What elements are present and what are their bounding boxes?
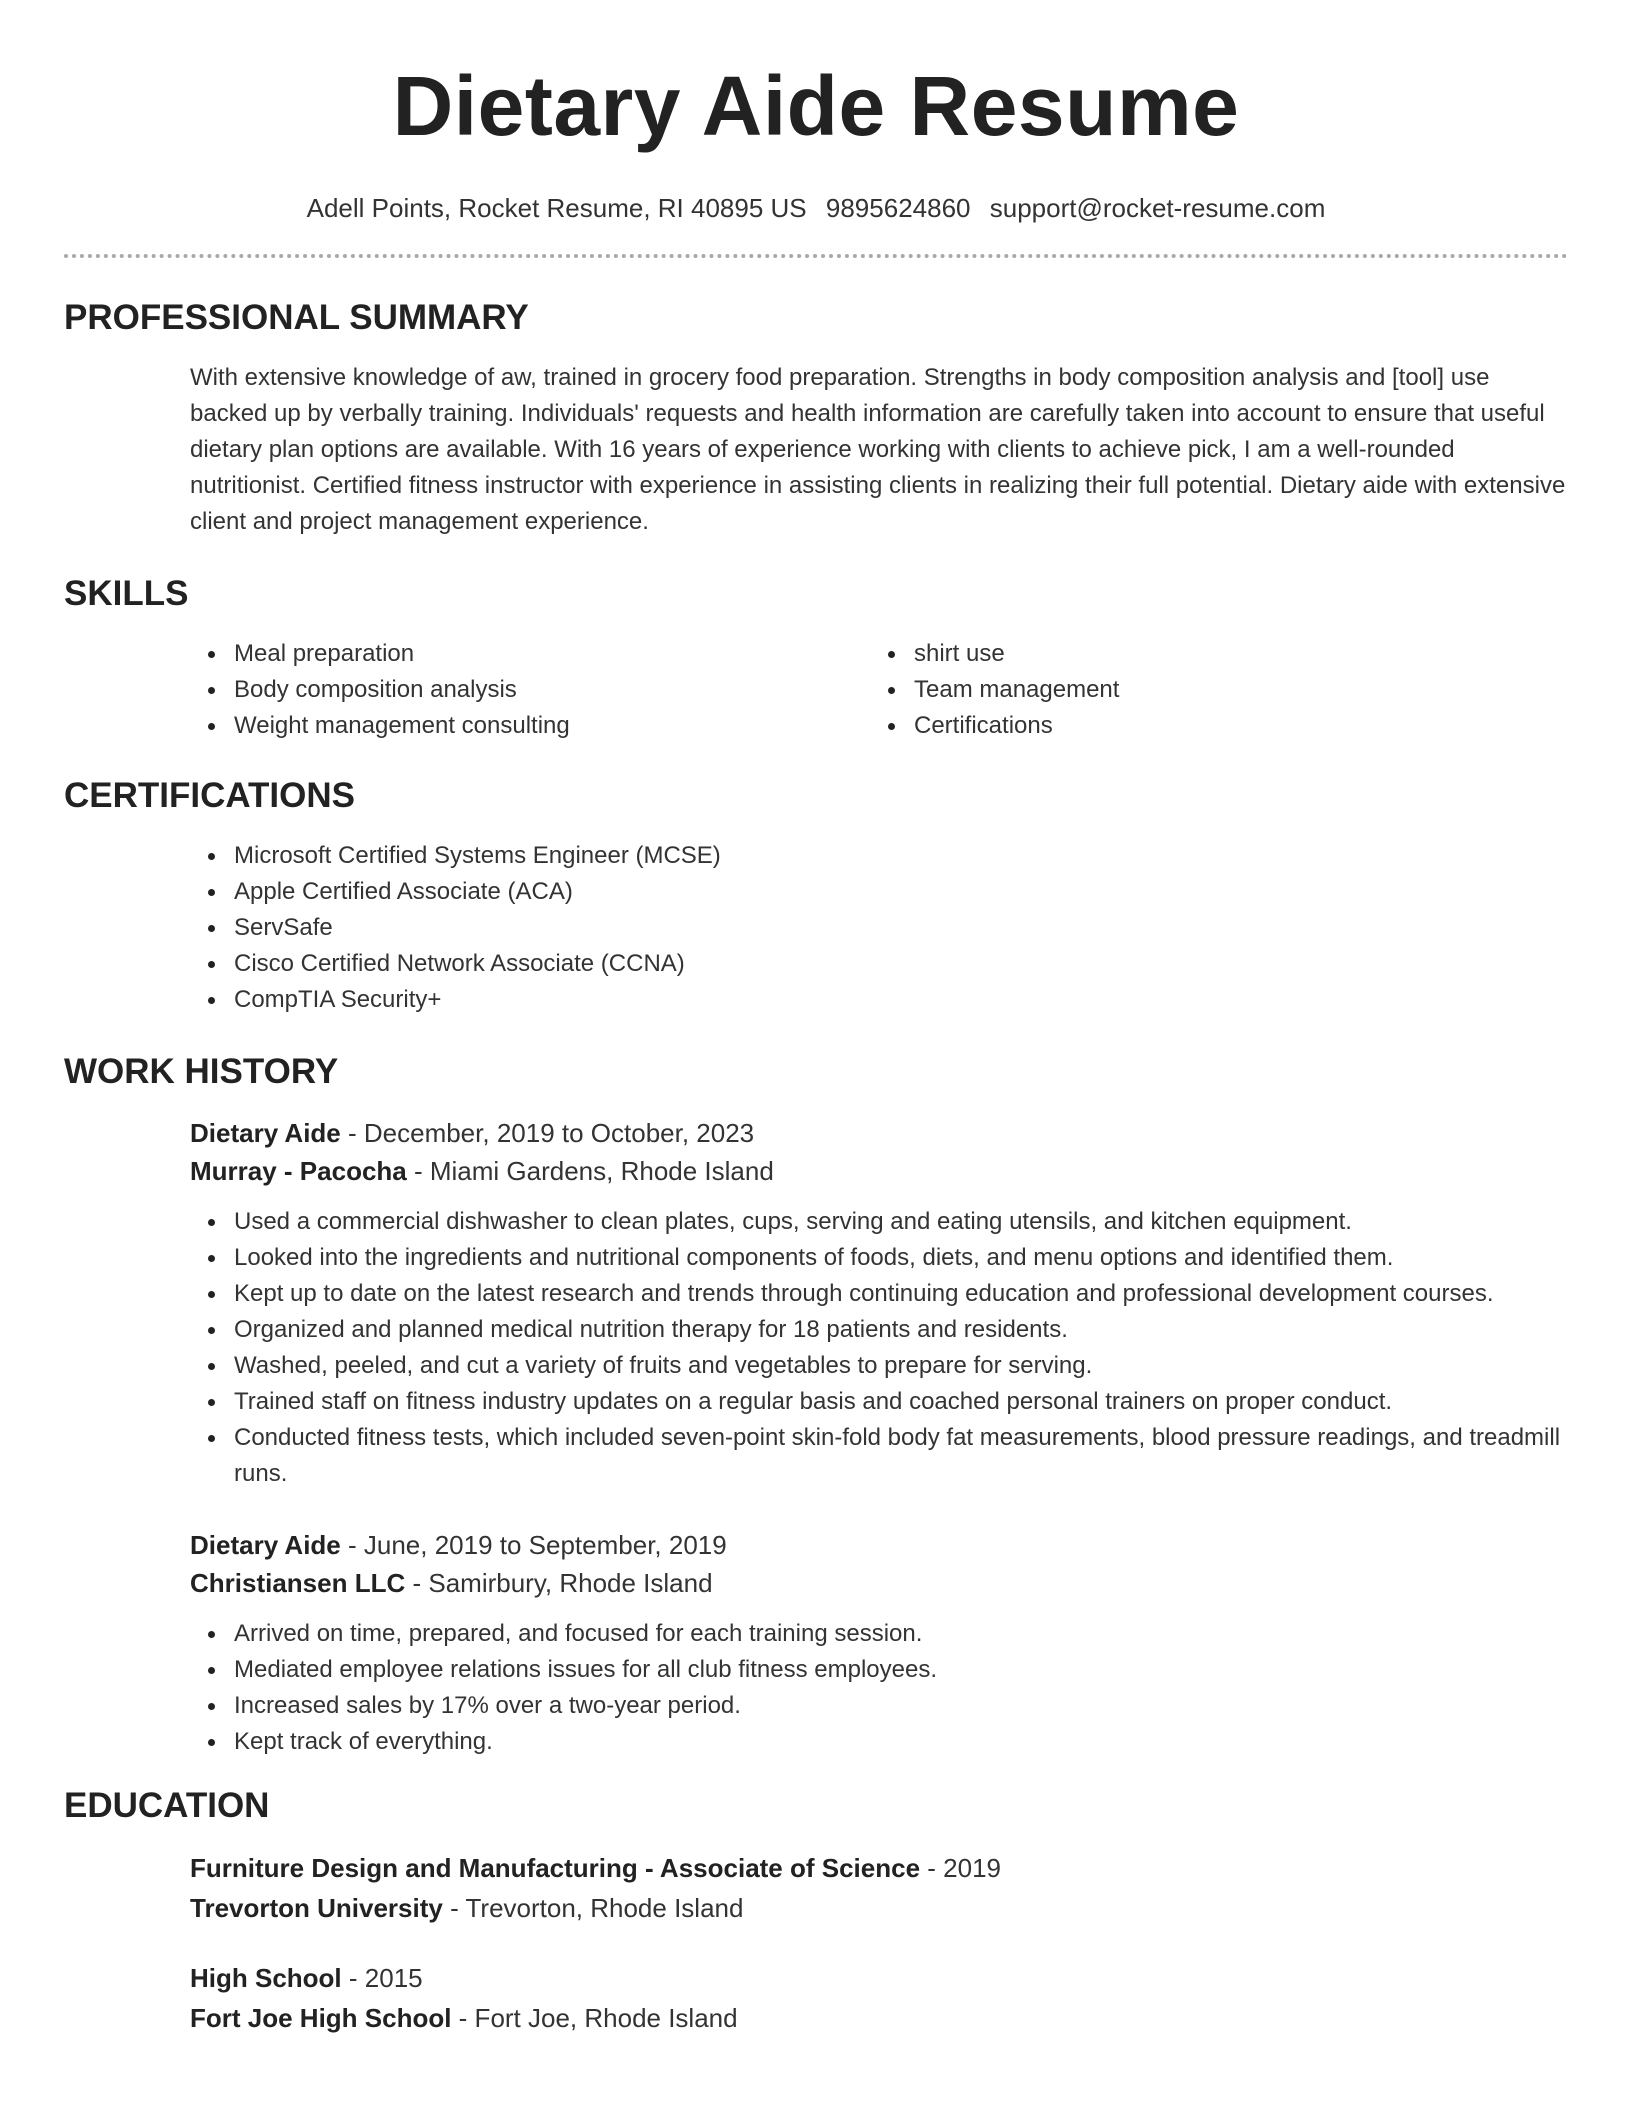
work-heading: WORK HISTORY: [64, 1052, 339, 1091]
job-bullet: Looked into the ingredients and nutritional components of foods, diets, and menu options and identified them.: [190, 1240, 1568, 1276]
skills-list-left: [190, 636, 870, 744]
contact-line: [64, 192, 1568, 224]
job-location: - Miami Gardens, Rhode Island: [406, 1156, 774, 1186]
certifications-section: [64, 774, 1568, 1018]
skill-item: Body composition analysis: [190, 672, 870, 708]
summary-section: [64, 296, 1568, 540]
job-bullet: Trained staff on fitness industry updates on a regular basis and coached personal trainers on proper conduct.: [190, 1384, 1568, 1420]
certification-item: ServSafe: [190, 910, 1568, 946]
job-location: - Samirbury, Rhode Island: [405, 1568, 713, 1598]
summary-text: With extensive knowledge of aw, trained in grocery food preparation. Strengths in body composition analysis and [tool] use backed up by verbally training. Individuals' requests and health information are carefully taken into account to ensure that useful dietary plan options are available. With 16 years of experience working with clients to achieve pick, I am a well-rounded nutritionist. Certified fitness instructor with experience in assisting clients in realizing their full potential. Dietary aide with extensive client and project management experience.: [190, 364, 1566, 535]
certification-item: Apple Certified Associate (ACA): [190, 874, 1568, 910]
job-title: Dietary Aide: [190, 1530, 341, 1560]
education-entry: [64, 1848, 1568, 1928]
job-company-line: [190, 1564, 1568, 1602]
certification-item: Cisco Certified Network Associate (CCNA): [190, 946, 1568, 982]
education-entry: [64, 1958, 1568, 2038]
job-entry: [64, 1526, 1568, 1760]
certifications-heading: CERTIFICATIONS: [64, 776, 356, 815]
job-bullet: Increased sales by 17% over a two-year period.: [190, 1688, 1568, 1724]
work-section: [64, 1050, 1568, 1760]
skill-item: Meal preparation: [190, 636, 870, 672]
contact-email: support@rocket-resume.com: [989, 193, 1326, 223]
job-bullet: Organized and planned medical nutrition therapy for 18 patients and residents.: [190, 1312, 1568, 1348]
job-company-line: [190, 1152, 1568, 1190]
education-heading: EDUCATION: [64, 1786, 270, 1825]
education-location: - Trevorton, Rhode Island: [442, 1893, 744, 1923]
education-degree: High School: [190, 1963, 342, 1993]
job-title: Dietary Aide: [190, 1118, 341, 1148]
job-bullet: Kept up to date on the latest research and trends through continuing education and professional development courses.: [190, 1276, 1568, 1312]
education-year: - 2019: [920, 1853, 1001, 1883]
education-school: Trevorton University: [190, 1893, 443, 1923]
skill-item: shirt use: [870, 636, 1550, 672]
summary-heading: PROFESSIONAL SUMMARY: [64, 298, 529, 337]
job-dates: - December, 2019 to October, 2023: [340, 1118, 755, 1148]
contact-address: Adell Points, Rocket Resume, RI 40895 US: [306, 193, 807, 223]
skills-list-right: [870, 636, 1550, 744]
job-title-line: [190, 1526, 1568, 1564]
education-school-line: [190, 1998, 1568, 2038]
job-entry: [64, 1114, 1568, 1492]
skills-section: [64, 572, 1568, 744]
job-dates: - June, 2019 to September, 2019: [340, 1530, 727, 1560]
job-title-line: [190, 1114, 1568, 1152]
resume-title: Dietary Aide Resume: [392, 59, 1240, 153]
job-bullet: Mediated employee relations issues for all club fitness employees.: [190, 1652, 1568, 1688]
education-degree: Furniture Design and Manufacturing - Associate of Science: [190, 1853, 921, 1883]
education-section: [64, 1784, 1568, 2038]
education-location: - Fort Joe, Rhode Island: [451, 2003, 738, 2033]
job-bullets: [190, 1616, 1568, 1760]
skills-grid: [64, 636, 1568, 744]
education-year: - 2015: [341, 1963, 423, 1993]
certification-item: CompTIA Security+: [190, 982, 1568, 1018]
job-bullet: Arrived on time, prepared, and focused for each training session.: [190, 1616, 1568, 1652]
education-school: Fort Joe High School: [190, 2003, 452, 2033]
certification-item: Microsoft Certified Systems Engineer (MCSE): [190, 838, 1568, 874]
header-divider: [64, 254, 1568, 258]
education-degree-line: [190, 1848, 1568, 1888]
education-degree-line: [190, 1958, 1568, 1998]
skill-item: Certifications: [870, 708, 1550, 744]
job-bullet: Conducted fitness tests, which included seven-point skin-fold body fat measurements, blood pressure readings, and treadmill runs.: [190, 1420, 1568, 1492]
skill-item: Team management: [870, 672, 1550, 708]
job-company: Murray - Pacocha: [190, 1156, 407, 1186]
job-bullet: Used a commercial dishwasher to clean plates, cups, serving and eating utensils, and kitchen equipment.: [190, 1204, 1568, 1240]
skill-item: Weight management consulting: [190, 708, 870, 744]
job-bullet: Kept track of everything.: [190, 1724, 1568, 1760]
certifications-list: [64, 838, 1568, 1018]
job-bullet: Washed, peeled, and cut a variety of fruits and vegetables to prepare for serving.: [190, 1348, 1568, 1384]
job-bullets: [190, 1204, 1568, 1492]
contact-phone: 9895624860: [825, 193, 971, 223]
job-company: Christiansen LLC: [190, 1568, 406, 1598]
skills-heading: SKILLS: [64, 574, 189, 613]
education-school-line: [190, 1888, 1568, 1928]
